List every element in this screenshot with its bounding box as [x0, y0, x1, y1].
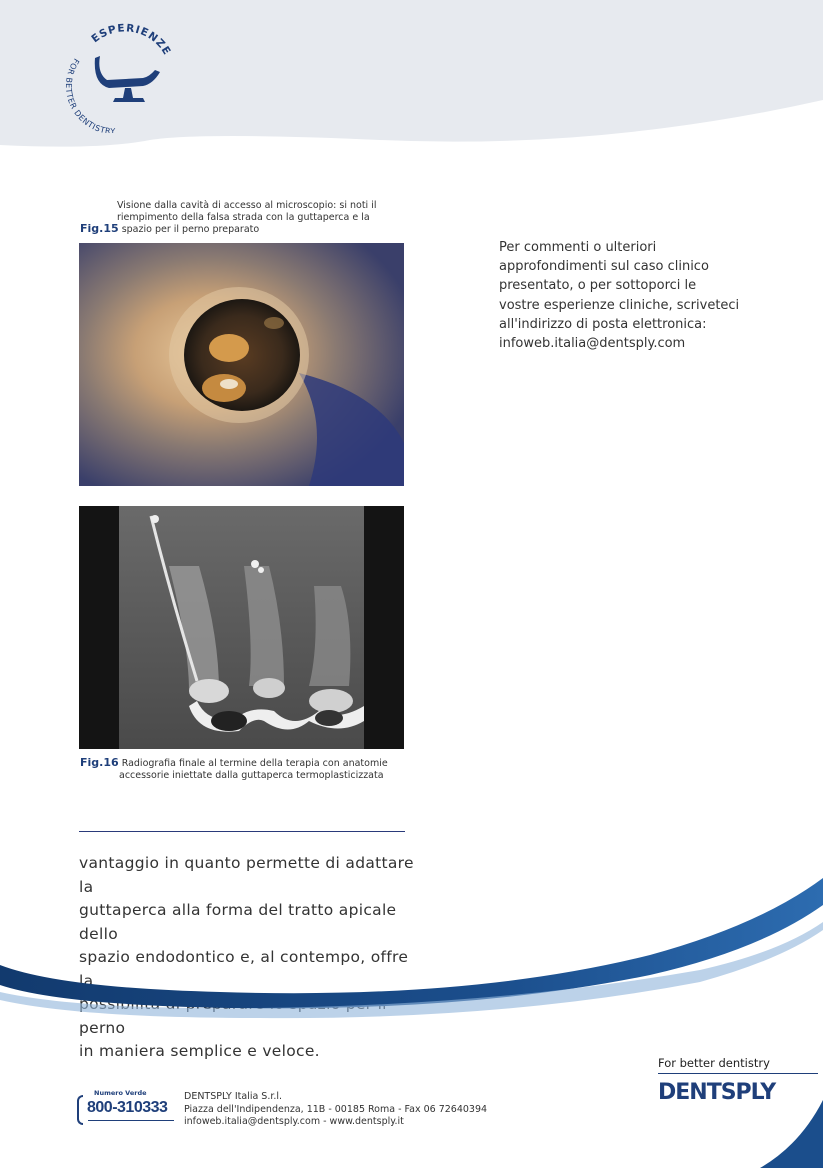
numero-verde-box: [77, 1089, 177, 1125]
comment-line: approfondimenti sul caso clinico: [499, 259, 709, 275]
dentsply-brand: [658, 1056, 818, 1105]
footer-contacts[interactable]: infoweb.italia@dentsply.com - www.dentsply.it: [184, 1116, 404, 1127]
body-line: possibilità perno: [79, 995, 161, 1037]
figure16-radiograph: [79, 506, 404, 749]
logo-subtitle: FOR TER DENTISTRY: [65, 56, 116, 133]
phone-bracket-icon: [77, 1095, 83, 1125]
blue-wave: [0, 860, 823, 1020]
body-line: in maniera semplice e veloce.: [79, 1042, 320, 1060]
svg-text:FOR BETTER DENTISTRY: [65, 57, 116, 133]
footer-company: DENTSPLY Italia S.r.l.: [184, 1091, 283, 1102]
brand-logo: DENTSPLY: [658, 1080, 776, 1105]
footer-address: [184, 1091, 504, 1129]
body-line: spazio endodontico e, al contempo, offre la: [79, 948, 409, 990]
logo-title: ESPERIENZE: [89, 22, 174, 58]
comment-line: vostre esperienze cliniche, scriveteci: [499, 297, 740, 313]
figure15-caption-line: riempimento della falsa strada con la guttaperca e la: [117, 211, 370, 223]
phone-number[interactable]: 800-310333: [87, 1099, 168, 1116]
figure16-caption: [80, 757, 410, 781]
body-line: guttaperca alla forma del tratto apicale dello: [79, 901, 397, 943]
comment-line: presentato, o per sottoporci le: [499, 278, 697, 294]
figure16-label: Fig.16: [80, 756, 119, 769]
figure15-microscope-photo: [79, 243, 404, 486]
svg-text:ESPERIENZE: [89, 22, 173, 57]
corner-accent: [740, 1100, 823, 1168]
figure15-caption-line: spazio per il perno preparato: [121, 224, 260, 235]
esperienze-logo: [65, 18, 180, 133]
dental-chair-icon: [95, 56, 160, 102]
section-divider: [79, 831, 405, 832]
figure16-caption-line: Radiografia finale al termine della terapia con anatomie: [121, 758, 388, 769]
figure15-label: Fig.15: [80, 222, 119, 235]
figure16-caption-line: accessorie iniettate dalla guttaperca termoplasticizzata: [119, 769, 384, 781]
body-line: vantaggio in quanto permette di adattare la: [79, 854, 414, 896]
comment-line: all'indirizzo di posta elettronica:: [499, 316, 707, 332]
figure15-caption-line: Visione dalla cavità di accesso al microscopio: si noti il: [117, 200, 377, 211]
footer-street: Piazza dell'Indipendenza, 11B - 00185 Roma - Fax 06 72640394: [184, 1103, 488, 1115]
comment-line: Per commenti o ulteriori: [499, 240, 657, 255]
numero-verde-label: Numero Verde: [94, 1089, 147, 1097]
brand-tagline: For better dentistry: [658, 1056, 770, 1070]
brand-rule: [658, 1073, 818, 1074]
contact-email[interactable]: infoweb.italia@dentsply.com: [499, 336, 686, 352]
comment-box: [499, 238, 799, 353]
phone-underline: [88, 1120, 174, 1121]
figure15-caption: [80, 200, 410, 236]
